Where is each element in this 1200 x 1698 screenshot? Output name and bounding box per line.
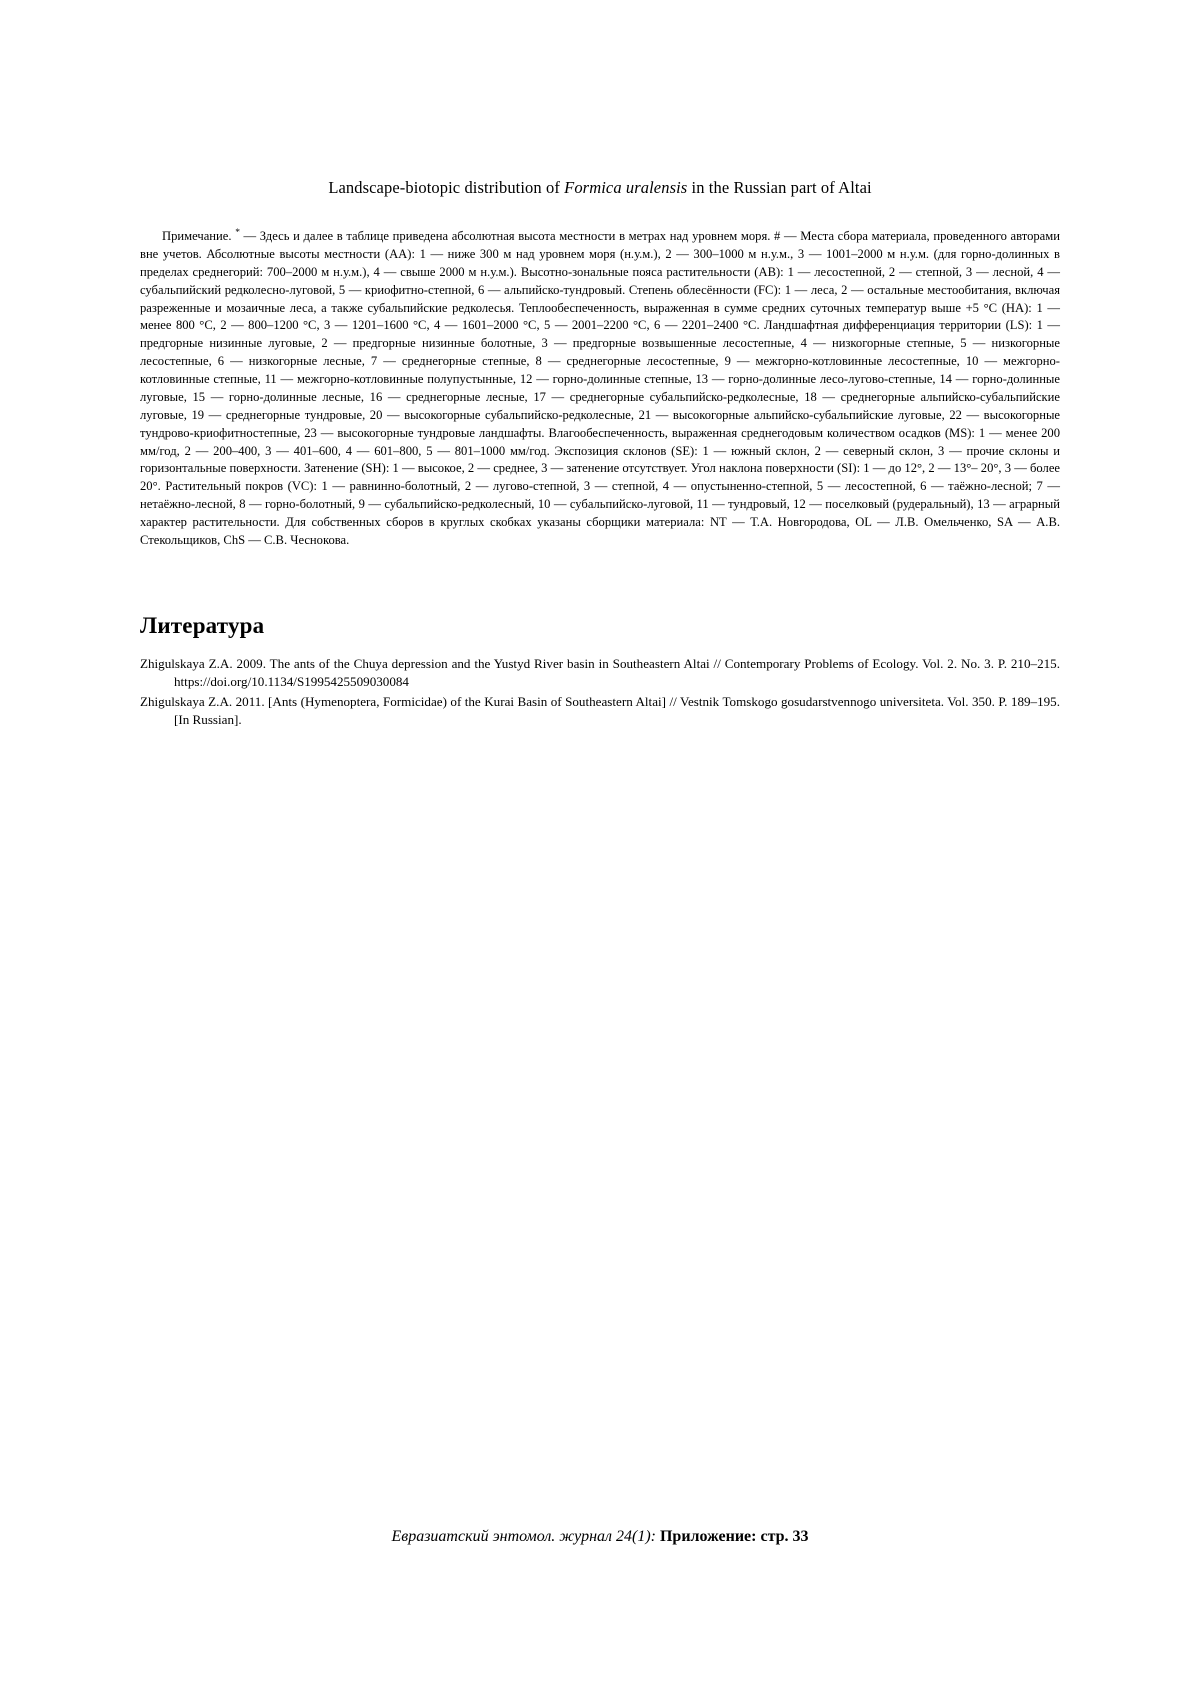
running-head-species: Formica uralensis [564,178,688,197]
literature-heading: Литература [140,613,265,638]
footer-supplement: Приложение: стр. 33 [655,1528,809,1545]
page-footer [140,1528,1060,1546]
reference-list [140,655,1060,730]
footer-issue: 24(1): [611,1528,656,1545]
note-label: Примечание. [162,229,232,243]
reference-item: Zhigulskaya Z.A. 2009. The ants of the Chuya depression and the Yustyd River basin in Southeastern Altai // Contemporary Problems of Ecology. Vol. 2. No. 3. P. 210–215. https://doi.org/10.1134/S1995425509030084 [140,656,1060,690]
running-head-prefix: Landscape-biotopic distribution of [328,178,565,197]
running-head-suffix: in the Russian part of Altai [687,178,872,197]
note-text: — Здесь и далее в таблице приведена абсолютная высота местности в метрах над уровнем моря. # — Места сбора материала, проведенного авторами вне учетов. Абсолютные высоты местности (AA): 1 — ниже 300 м над уровнем моря (н.у.м.), 2 — 300–1000 м н.у.м., 3 — 1001–2000 м н.у.м. (для горно-долинных в пределах среднегорий: 700–2000 м н.у.м.), 4 — свыше 2000 м н.у.м.). Высотно-зональные пояса растительности (AB): 1 — лесостепной, 2 — степной, 3 — лесной, 4 — субальпийский редколесно-луговой, 5 — криофитно-степной, 6 — альпийско-тундровый. Степень облесённости (FC): 1 — леса, 2 — остальные местообитания, включая разреженные и мозаичные леса, а также субальпийские редколесья. Теплообеспеченность, выраженная в сумме средних суточных температур выше +5 °C (HA): 1 — менее 800 °C, 2 — 800–1200 °C, 3 — 1201–1600 °C, 4 — 1601–2000 °C, 5 — 2001–2200 °C, 6 — 2201–2400 °C. Ландшафтная дифференциация территории (LS): 1 — предгорные низинные луговые, 2 — предгорные низинные болотные, 3 — предгорные возвышенные лесостепные, 4 — низкогорные степные, 5 — низкогорные лесостепные, 6 — низкогорные лесные, 7 — среднегорные степные, 8 — среднегорные лесостепные, 9 — межгорно-котловинные лесостепные, 10 — межгорно-котловинные степные, 11 — межгорно-котловинные полупустынные, 12 — горно-долинные степные, 13 — горно-долинные лесо-лугово-степные, 14 — горно-долинные луговые, 15 — горно-долинные лесные, 16 — среднегорные лесные, 17 — среднегорные субальпийско-редколесные, 18 — среднегорные альпийско-субальпийские луговые, 19 — среднегорные тундровые, 20 — высокогорные субальпийско-редколесные, 21 — высокогорные альпийско-субальпийские луговые, 22 — высокогорные тундрово-криофитностепные, 23 — высокогорные тундровые ландшафты. Влагообеспеченность, выраженная среднегодовым количеством осадков (MS): 1 — менее 200 мм/год, 2 — 200–400, 3 — 401–600, 4 — 601–800, 5 — 801–1000 мм/год. Экспозиция склонов (SE): 1 — южный склон, 2 — северный склон, 3 — прочие склоны и горизонтальные поверхности. Затенение (SH): 1 — высокое, 2 — среднее, 3 — затенение отсутствует. Угол наклона поверхности (SI): 1 — до 12°, 2 — 13°– 20°, 3 — более 20°. Растительный покров (VC): 1 — равнинно-болотный, 2 — лугово-степной, 3 — степной, 4 — опустыненно-степной, 5 — лесостепной, 6 — таёжно-лесной; 7 — нетаёжно-лесной, 8 — горно-болотный, 9 — субальпийско-редколесный, 10 — субальпийско-луговой, 11 — тундровый, 12 — поселковый (рудеральный), 13 — аграрный характер растительности. Для собственных сборов в круглых скобках указаны сборщики материала: NT — Т.А. Новгородова, OL — Л.В. Омельченко, SA — А.В. Стекольщиков, ChS — С.В. Чеснокова. [140,229,1060,547]
table-note [140,228,1060,550]
note-marker: * [235,227,240,238]
running-head [140,178,1060,198]
reference-item: Zhigulskaya Z.A. 2011. [Ants (Hymenoptera, Formicidae) of the Kurai Basin of Southeastern Altai] // Vestnik Tomskogo gosudarstvennogo universiteta. Vol. 350. P. 189–195. [In Russian]. [140,693,1060,727]
footer-journal-title: Евразиатский энтомол. журнал [391,1528,612,1545]
